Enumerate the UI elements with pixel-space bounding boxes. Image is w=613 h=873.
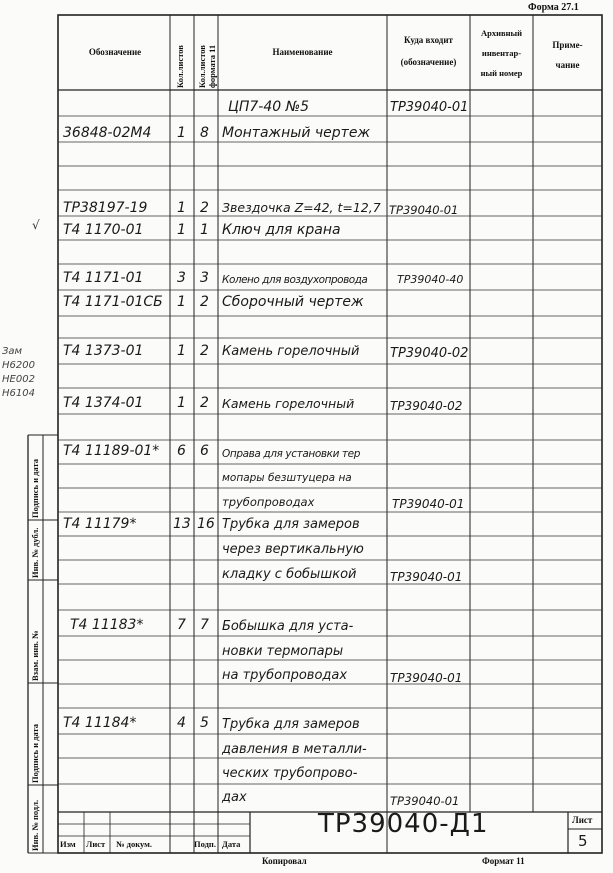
footer-copied: Копировал	[262, 856, 307, 866]
row11-sheets: 7	[177, 617, 186, 633]
side-dup-inv: Инв. № дубл.	[30, 527, 40, 578]
row8-designation: Т4 1374-01	[63, 395, 144, 411]
row12-format: 5	[200, 715, 209, 731]
stamp-sign: Подп.	[194, 839, 216, 849]
header-archive-3: ный номер	[480, 68, 523, 78]
row2-format: 8	[200, 125, 209, 141]
row12-name-line2: давления в металли-	[222, 742, 367, 757]
stamp-designation: ТР39040-Д1	[318, 809, 489, 839]
row9-where: ТР39040-01	[392, 497, 465, 511]
row8-sheets: 1	[177, 395, 186, 411]
row6-name: Сборочный чертеж	[222, 294, 364, 310]
row6-sheets: 1	[177, 294, 186, 310]
row7-format: 2	[200, 343, 209, 359]
row8-format: 2	[200, 395, 209, 411]
row12-name-line1: Трубка для замеров	[222, 717, 360, 732]
row4-sheets: 1	[177, 222, 186, 238]
row8-where: ТР39040-02	[390, 399, 463, 413]
row1-name: ЦП7-40 №5	[228, 99, 310, 115]
side-repl-inv: Взам. инв. №	[30, 630, 40, 681]
header-name: Наименование	[272, 47, 333, 57]
row4-designation: Т4 1170-01	[63, 222, 144, 238]
row11-designation: Т4 11183*	[70, 617, 144, 633]
stamp-date: Дата	[222, 839, 241, 849]
header-note-1: Приме-	[552, 40, 583, 50]
stamp-change: Изм	[60, 839, 76, 849]
row11-name-line3: на трубопроводах	[222, 668, 348, 683]
row12-name-line3: ческих трубопрово-	[222, 766, 358, 781]
side-sig-date-2: Подпись и дата	[30, 724, 40, 783]
row12-where: ТР39040-01	[390, 794, 460, 808]
row2-designation: 36848-02М4	[63, 125, 152, 141]
row10-sheets: 13	[173, 516, 191, 532]
form-label: Форма 27.1	[528, 2, 579, 13]
margin-note-2: Н6200	[2, 360, 35, 371]
row11-where: ТР39040-01	[390, 671, 463, 685]
row12-sheets: 4	[177, 715, 186, 731]
stamp-sheet-no: 5	[578, 832, 588, 850]
side-orig-inv: Инв. № подл.	[30, 799, 40, 851]
row3-where: ТР39040-01	[389, 203, 459, 217]
row5-format: 3	[200, 270, 209, 286]
row9-name-line1: Оправа для установки тер	[222, 448, 360, 460]
margin-note-3: НЕ002	[2, 374, 35, 385]
row3-format: 2	[200, 200, 209, 216]
row11-format: 7	[200, 617, 209, 633]
row7-sheets: 1	[177, 343, 186, 359]
header-archive-1: Архивный	[480, 28, 523, 38]
row6-designation: Т4 1171-01СБ	[63, 294, 163, 310]
header-where-used-1: Куда входит	[404, 35, 453, 45]
row10-name-line2: через вертикальную	[222, 542, 364, 557]
row11-name-line1: Бобышка для уста-	[222, 619, 354, 634]
stamp-sheet-label: Лист	[572, 815, 593, 825]
row7-name: Камень горелочный	[222, 344, 360, 359]
row3-sheets: 1	[177, 200, 186, 216]
check-mark: √	[32, 218, 40, 232]
row10-format: 16	[197, 516, 215, 532]
row10-name-line3: кладку с бобышкой	[222, 567, 357, 582]
row7-designation: Т4 1373-01	[63, 343, 144, 359]
margin-note-4: Н6104	[2, 388, 35, 399]
row9-format: 6	[200, 443, 209, 459]
row7-where: ТР39040-02	[390, 346, 469, 361]
row2-sheets: 1	[177, 125, 186, 141]
header-where-used-2: (обозначение)	[400, 57, 457, 67]
row6-format: 2	[200, 294, 209, 310]
row5-name: Колено для воздухопровода	[222, 274, 368, 286]
row9-designation: Т4 11189-01*	[63, 443, 160, 459]
side-sig-date-1: Подпись и дата	[30, 459, 40, 518]
row1-where: ТР39040-01	[390, 100, 469, 115]
row4-format: 1	[200, 222, 209, 238]
row9-name-line3: трубопроводах	[222, 495, 315, 509]
row10-name-line1: Трубка для замеров	[222, 517, 360, 532]
margin-note-1: Зам	[2, 346, 23, 357]
stamp-doc-no: № докум.	[116, 839, 153, 849]
header-archive-2: инвентар-	[481, 48, 522, 58]
footer-format: Формат 11	[482, 856, 525, 866]
row9-sheets: 6	[177, 443, 186, 459]
row5-where: ТР39040-40	[397, 273, 464, 286]
row5-sheets: 3	[177, 270, 186, 286]
row10-where: ТР39040-01	[390, 570, 463, 584]
header-note-2: чание	[555, 60, 580, 70]
row10-designation: Т4 11179*	[63, 516, 137, 532]
row12-name-line4: дах	[222, 790, 247, 805]
row12-designation: Т4 11184*	[63, 715, 137, 731]
header-sheets-format: Кол.листов формата 11	[197, 44, 217, 88]
row9-name-line2: мопары безштуцера на	[222, 472, 352, 484]
header-sheets-count: Кол.листов	[175, 45, 185, 88]
row4-name: Ключ для крана	[222, 222, 341, 238]
stamp-sheet: Лист	[86, 839, 106, 849]
header-designation: Обозначение	[88, 47, 142, 57]
row5-designation: Т4 1171-01	[63, 270, 144, 286]
row2-name: Монтажный чертеж	[222, 125, 371, 141]
row3-designation: ТР38197-19	[63, 200, 148, 216]
row8-name: Камень горелочный	[222, 396, 355, 411]
row3-name: Звездочка Z=42, t=12,7	[222, 200, 381, 215]
row11-name-line2: новки термопары	[222, 644, 344, 659]
